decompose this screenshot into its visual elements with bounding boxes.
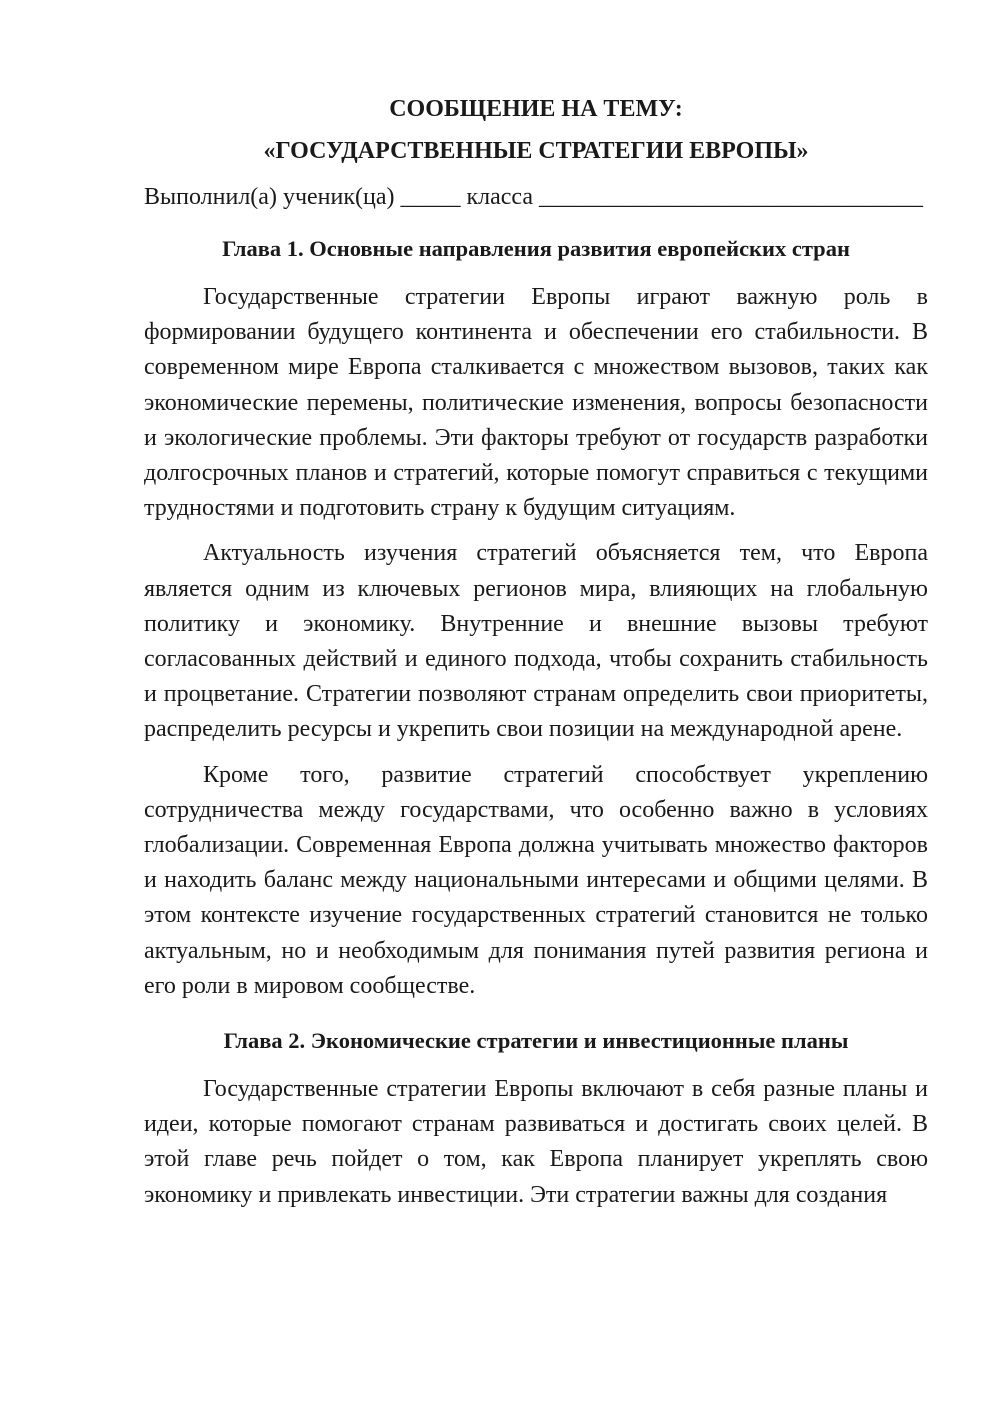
report-heading: СООБЩЕНИЕ НА ТЕМУ: [389, 96, 683, 122]
report-title: «ГОСУДАРСТВЕННЫЕ СТРАТЕГИИ ЕВРОПЫ» [263, 138, 809, 164]
chapter-2-paragraph-1: Государственные стратегии Европы включают в себя разные планы и идеи, которые помогают странам развиваться и достигать своих целей. В этой главе речь пойдет о том, как Европа планирует укреплять свою экономику и привлекать инвестиции. Эти стратегии важны для создания [144, 1076, 928, 1208]
student-byline: Выполнил(а) ученик(ца) _____ класса ________________________________ [144, 184, 924, 210]
chapter-2-title: Глава 2. Экономические стратегии и инвестиционные планы [223, 1028, 849, 1054]
document-page [144, 92, 928, 1213]
chapter-1-paragraph-2: Актуальность изучения стратегий объясняется тем, что Европа является одним из ключевых регионов мира, влияющих на глобальную политику и экономику. Внутренние и внешние вызовы требуют согласованных действий и единого подхода, чтобы сохранить стабильность и процветание. Стратегии позволяют странам определить свои приоритеты, распределить ресурсы и укрепить свои позиции на международной арене. [144, 540, 928, 743]
chapter-1-paragraph-3: Кроме того, развитие стратегий способствует укреплению сотрудничества между государствами, что особенно важно в условиях глобализации. Современная Европа должна учитывать множество факторов и находить баланс между национальными интересами и общими целями. В этом контексте изучение государственных стратегий становится не только актуальным, но и необходимым для понимания путей развития региона и его роли в мировом сообществе. [144, 761, 928, 999]
chapter-1-paragraph-1: Государственные стратегии Европы играют важную роль в формировании будущего континента и обеспечении его стабильности. В современном мире Европа сталкивается с множеством вызовов, таких как экономические перемены, политические изменения, вопросы безопасности и экологические проблемы. Эти факторы требуют от государств разработки долгосрочных планов и стратегий, которые помогут справиться с текущими трудностями и подготовить страну к будущим ситуациям. [144, 284, 928, 522]
chapter-1-title: Глава 1. Основные направления развития европейских стран [222, 236, 850, 261]
